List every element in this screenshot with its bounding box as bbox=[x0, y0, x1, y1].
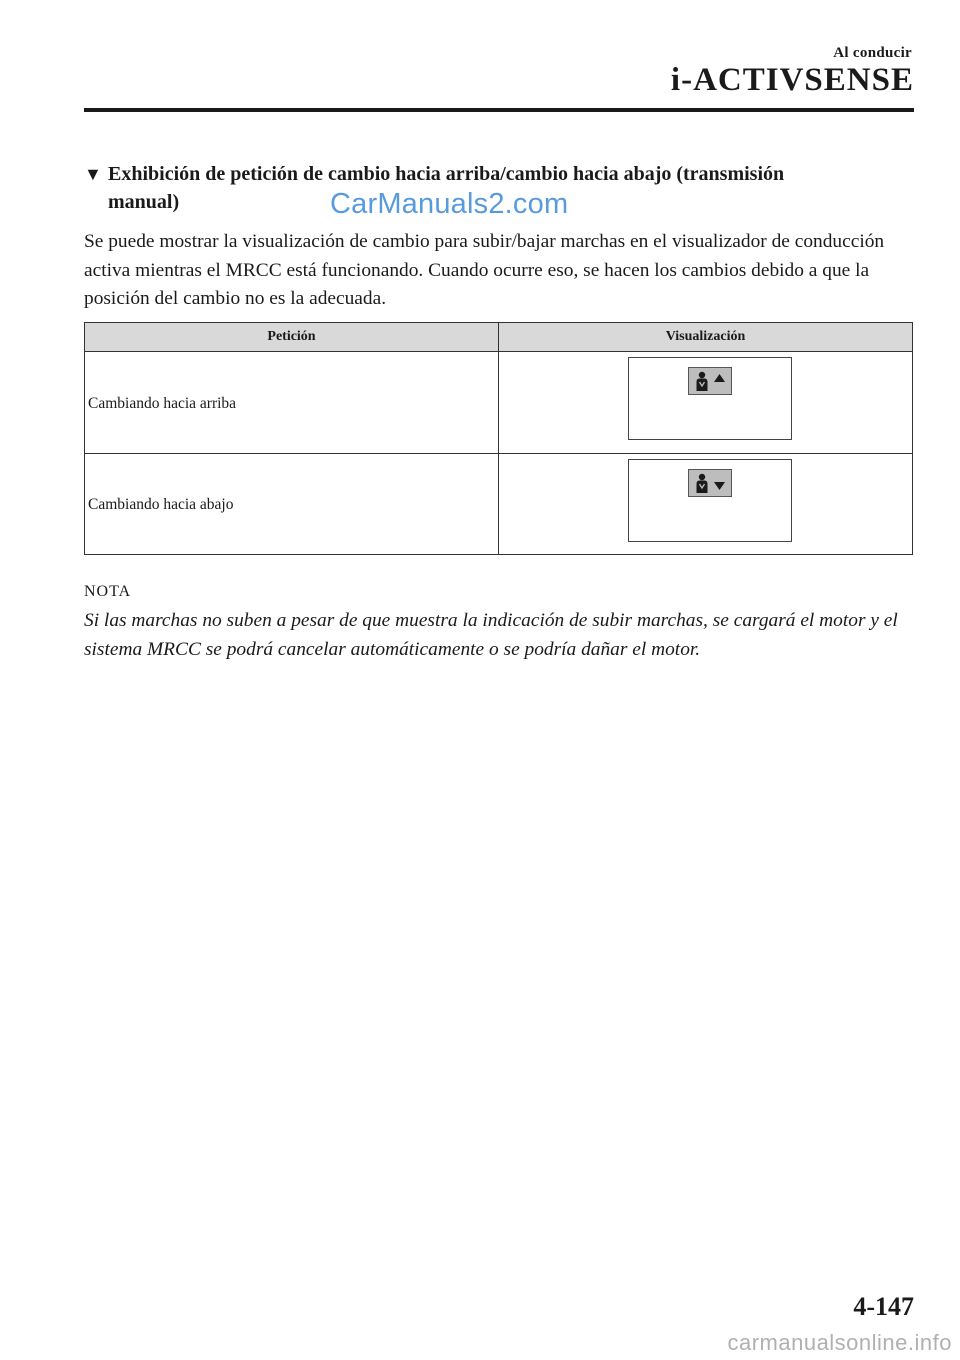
section-title: i-ACTIVSENSE bbox=[670, 62, 914, 98]
display-screen bbox=[628, 357, 792, 440]
table-header-request: Petición bbox=[85, 323, 499, 352]
footer-watermark: carmanualsonline.info bbox=[727, 1330, 952, 1355]
note-text: Si las marchas no suben a pesar de que muestra la indicación de subir marchas, se cargará el motor y el sistema MRCC se podrá cancelar automáticamente o se podría dañar el motor. bbox=[84, 610, 898, 660]
table-cell-label: Cambiando hacia abajo bbox=[85, 454, 499, 554]
triangle-bullet-icon: ▼ bbox=[84, 164, 102, 184]
display-table bbox=[84, 322, 913, 555]
note-title: NOTA bbox=[84, 583, 132, 600]
display-screen bbox=[628, 459, 792, 542]
shift-down-indicator-icon bbox=[688, 469, 732, 497]
table-cell-display bbox=[499, 352, 912, 454]
table-header-display: Visualización bbox=[499, 323, 912, 352]
table-cell-display bbox=[499, 454, 912, 554]
page-number: 4-147 bbox=[853, 1292, 914, 1321]
heading-line-1: Exhibición de petición de cambio hacia arriba/cambio hacia abajo (transmisión bbox=[108, 163, 785, 185]
watermark: CarManuals2.com bbox=[330, 188, 569, 220]
heading-line-2: manual) bbox=[108, 191, 180, 213]
shift-up-indicator-icon bbox=[688, 367, 732, 395]
header-divider bbox=[84, 108, 914, 112]
table-cell-label: Cambiando hacia arriba bbox=[85, 352, 499, 454]
chapter-label: Al conducir bbox=[833, 45, 912, 61]
body-paragraph: Se puede mostrar la visualización de cambio para subir/bajar marchas en el visualizador de conducción activa mientras el MRCC está funcionando. Cuando ocurre eso, se hacen los cambios debido a que la posición del cambio no es la adecuada. bbox=[84, 231, 885, 309]
